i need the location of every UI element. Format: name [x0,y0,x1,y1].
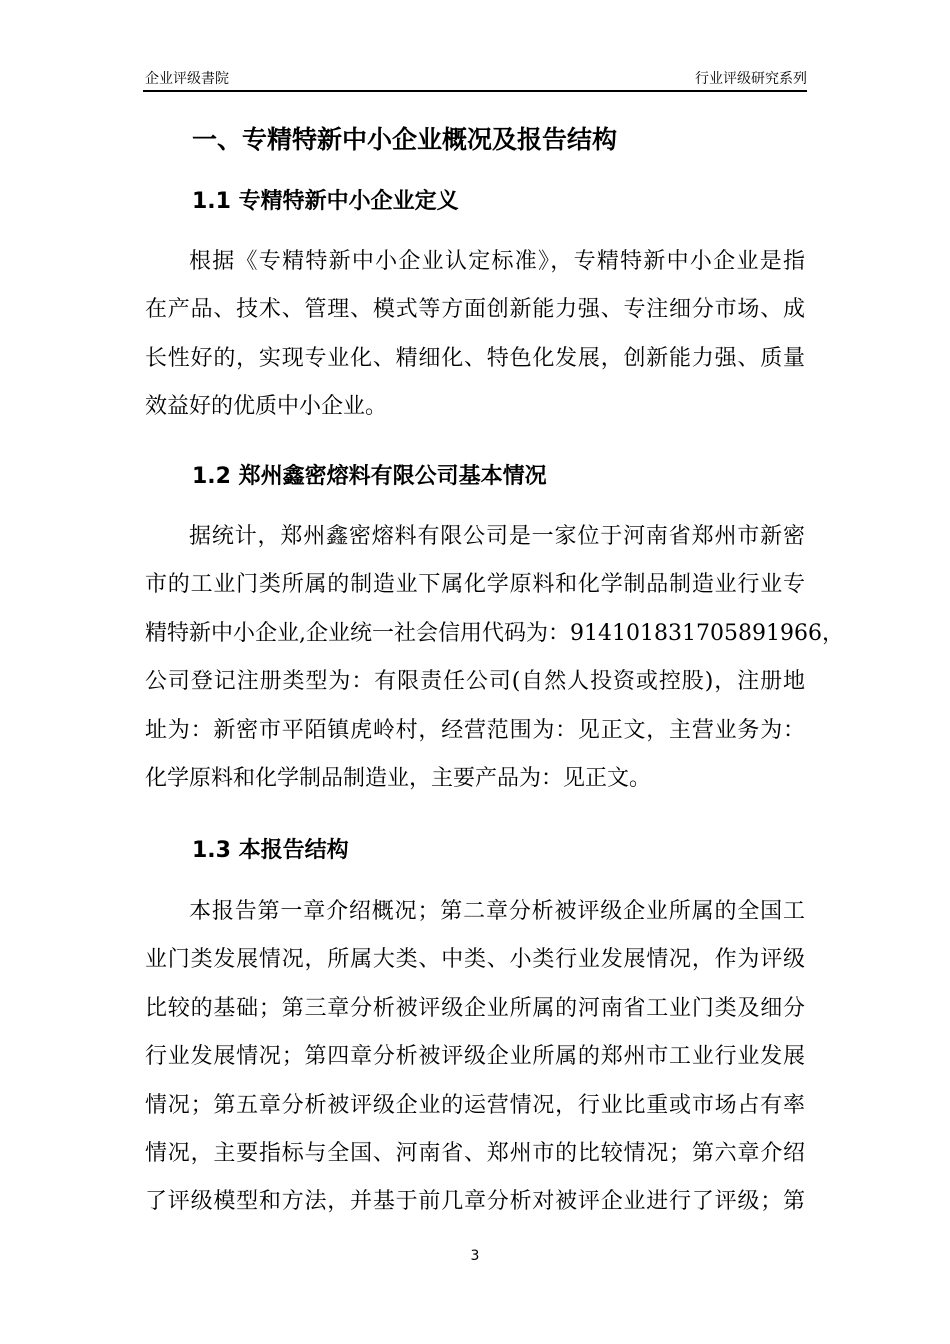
text-line: 市的工业门类所属的制造业下属化学原料和化学制品制造业行业专 [145,572,805,598]
text-line: 比较的基础；第三章分析被评级企业所属的河南省工业门类及细分 [145,995,805,1021]
text-line: 了评级模型和方法，并基于前几章分析对被评企业进行了评级；第 [145,1189,805,1215]
text-line: 据统计，郑州鑫密熔料有限公司是一家位于河南省郑州市新密 [189,524,805,549]
section-heading: 1.1 专精特新中小企业定义 [192,189,459,214]
text-line: 化学原料和化学制品制造业，主要产品为：见正文。 [145,765,652,791]
header-right: 行业评级研究系列 [695,71,807,87]
text-line: 根据《专精特新中小企业认定标准》，专精特新中小企业是指 [189,249,805,274]
text-line: 址为：新密市平陌镇虎岭村，经营范围为：见正文，主营业务为： [145,717,805,743]
paragraph [145,513,844,803]
text-line: 长性好的，实现专业化、精细化、特色化发展，创新能力强、质量 [145,345,805,371]
text-line: 效益好的优质中小企业。 [145,394,388,420]
text-line: 公司登记注册类型为：有限责任公司(自然人投资或控股)，注册地 [145,669,805,695]
text-line: 在产品、技术、管理、模式等方面创新能力强、专注细分市场、成 [145,297,805,323]
text-line: 情况；第五章分析被评级企业的运营情况，行业比重或市场占有率 [145,1092,805,1118]
section-heading: 1.3 本报告结构 [192,838,349,863]
header-rule [143,90,807,92]
text-line: 本报告第一章介绍概况；第二章分析被评级企业所属的全国工 [189,899,805,924]
text-line: 精特新中小企业,企业统一社会信用代码为：914101831705891966， [145,620,844,646]
section-heading: 1.2 郑州鑫密熔料有限公司基本情况 [192,464,547,489]
text-line: 行业发展情况；第四章分析被评级企业所属的郑州市工业行业发展 [145,1044,805,1070]
paragraph [145,238,805,432]
page-number: 3 [470,1248,480,1264]
chapter-title: 一、专精特新中小企业概况及报告结构 [192,125,618,154]
paragraph [145,888,805,1227]
header-left: 企业评级書院 [145,71,229,87]
text-line: 业门类发展情况，所属大类、中类、小类行业发展情况，作为评级 [145,947,805,973]
text-line: 情况，主要指标与全国、河南省、郑州市的比较情况；第六章介绍 [145,1140,805,1166]
